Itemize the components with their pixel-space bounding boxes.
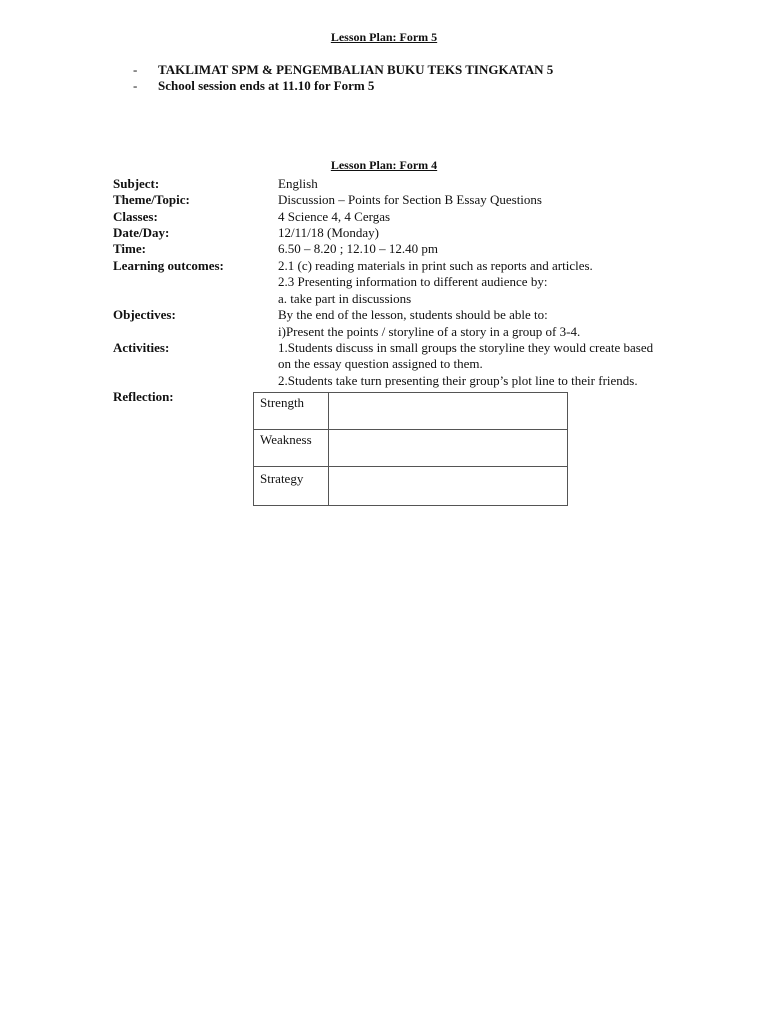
subject-value: English	[278, 176, 318, 191]
reflection-row-label: Weakness	[254, 430, 329, 467]
reflection-label: Reflection:	[113, 389, 174, 404]
activities-label: Activities:	[113, 340, 170, 355]
reflection-row-value	[329, 467, 568, 506]
reflection-table	[253, 392, 568, 506]
reflection-row	[254, 467, 568, 506]
outcome-line: a. take part in discussions	[278, 291, 412, 306]
reflection-row-value	[329, 430, 568, 467]
objectives-label: Objectives:	[113, 307, 176, 322]
date-value: 12/11/18 (Monday)	[278, 225, 379, 240]
form5-title: Lesson Plan: Form 5	[330, 30, 438, 44]
outcome-line: 2.1 (c) reading materials in print such as reports and articles.	[278, 258, 593, 273]
reflection-row-label: Strategy	[254, 467, 329, 506]
classes-label: Classes:	[113, 209, 158, 224]
theme-value: Discussion – Points for Section B Essay Questions	[278, 192, 542, 207]
time-label: Time:	[113, 241, 146, 256]
outcomes-label: Learning outcomes:	[113, 258, 224, 273]
announcement-text: TAKLIMAT SPM & PENGEMBALIAN BUKU TEKS TINGKATAN 5	[158, 62, 554, 77]
reflection-row-label: Strength	[254, 393, 329, 430]
activity-line: 1.Students discuss in small groups the storyline they would create based	[278, 340, 654, 355]
announcement-item	[133, 62, 553, 78]
outcome-line: 2.3 Presenting information to different audience by:	[278, 274, 548, 289]
subject-label: Subject:	[113, 176, 160, 191]
date-label: Date/Day:	[113, 225, 170, 240]
announcement-text: School session ends at 11.10 for Form 5	[158, 78, 375, 93]
activity-line: on the essay question assigned to them.	[278, 356, 483, 371]
activity-line: 2.Students take turn presenting their group’s plot line to their friends.	[278, 373, 638, 388]
reflection-row-value	[329, 393, 568, 430]
theme-label: Theme/Topic:	[113, 192, 190, 207]
reflection-row	[254, 430, 568, 467]
objective-line: By the end of the lesson, students should be able to:	[278, 307, 548, 322]
bullet-dash: -	[133, 78, 138, 93]
objective-line: i)Present the points / storyline of a story in a group of 3-4.	[278, 324, 581, 339]
time-value: 6.50 – 8.20 ; 12.10 – 12.40 pm	[278, 241, 438, 256]
form4-title: Lesson Plan: Form 4	[330, 158, 438, 172]
reflection-row	[254, 393, 568, 430]
classes-value: 4 Science 4, 4 Cergas	[278, 209, 391, 224]
bullet-dash: -	[133, 62, 138, 77]
announcement-item	[133, 78, 374, 94]
